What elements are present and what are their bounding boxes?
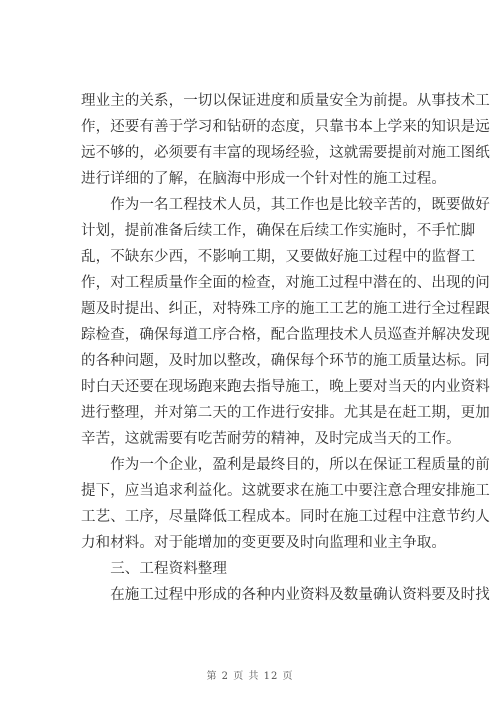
- document-body: [81, 88, 490, 608]
- text-line: 乱，不缺东少西，不影响工期，又要做好施工过程中的监督工: [81, 249, 476, 265]
- section-heading: 三、工程资料整理: [81, 561, 227, 577]
- text-line: 辛苦，这就需要有吃苦耐劳的精神，及时完成当天的工作。: [81, 431, 461, 447]
- text-line: 进行整理，并对第二天的工作进行安排。尤其是在赶工期，更加: [81, 405, 490, 421]
- text-line: 作为一个企业，盈利是最终目的，所以在保证工程质量的前: [81, 457, 490, 473]
- text-line: 计划，提前准备后续工作，确保在后续工作实施时，不手忙脚: [81, 223, 476, 239]
- text-line: 力和材料。对于能增加的变更要及时向监理和业主争取。: [81, 535, 446, 551]
- text-line: 时白天还要在现场跑来跑去指导施工，晚上要对当天的内业资料: [81, 379, 490, 395]
- text-line: 进行详细的了解，在脑海中形成一个针对性的施工过程。: [81, 171, 446, 187]
- text-line: 作，还要有善于学习和钻研的态度，只靠书本上学来的知识是远: [81, 119, 490, 135]
- text-line: 远不够的，必须要有丰富的现场经验，这就需要提前对施工图纸: [81, 145, 490, 161]
- text-line: 题及时提出、纠正，对特殊工序的施工工艺的施工进行全过程跟: [81, 301, 490, 317]
- text-line: 提下，应当追求利益化。这就要求在施工中要注意合理安排施工: [81, 483, 490, 499]
- page-number-footer: 第 2 页 共 12 页: [206, 671, 294, 682]
- text-line: 踪检查，确保每道工序合格，配合监理技术人员巡查并解决发现: [81, 327, 490, 343]
- text-line: 理业主的关系，一切以保证进度和质量安全为前提。从事技术工: [81, 93, 490, 109]
- text-line: 在施工过程中形成的各种内业资料及数量确认资料要及时找: [81, 587, 490, 603]
- text-line: 工艺、工序，尽量降低工程成本。同时在施工过程中注意节约人: [81, 509, 490, 525]
- text-line: 作为一名工程技术人员，其工作也是比较辛苦的，既要做好: [81, 197, 490, 213]
- text-line: 作，对工程质量作全面的检查，对施工过程中潜在的、出现的问: [81, 275, 490, 291]
- text-line: 的各种问题，及时加以整改，确保每个环节的施工质量达标。同: [81, 353, 490, 369]
